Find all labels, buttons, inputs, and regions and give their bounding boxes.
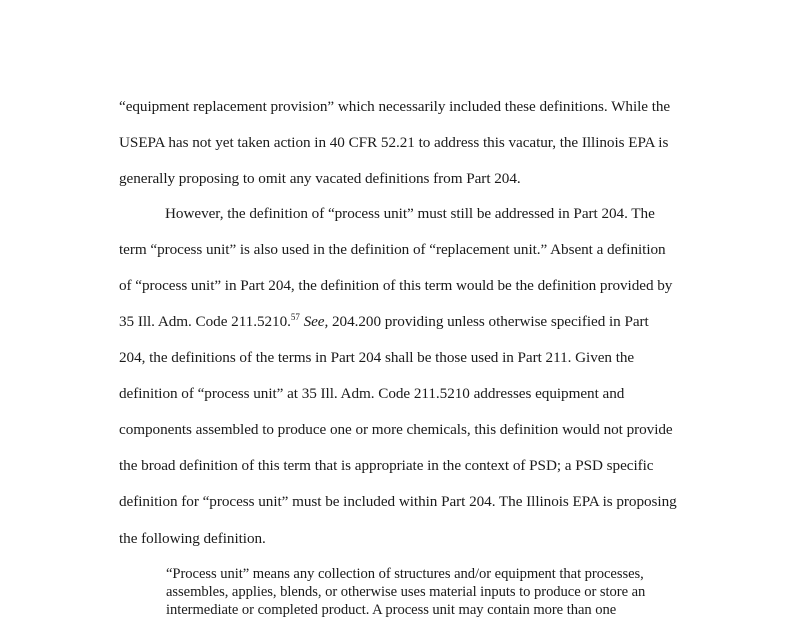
paragraph-2-line-4-rest: 204.200 providing unless otherwise specified in Part: [328, 313, 649, 330]
paragraph-2-line-7: components assembled to produce one or more chemicals, this definition would not provide: [119, 421, 673, 438]
block-quote-line-3: intermediate or completed product. A process unit may contain more than one: [166, 602, 617, 618]
paragraph-2-line-3: of “process unit” in Part 204, the definition of this term would be the definition provided by: [119, 277, 673, 294]
paragraph-1-line-3: generally proposing to omit any vacated definitions from Part 204.: [119, 170, 521, 187]
paragraph-1-line-1: “equipment replacement provision” which necessarily included these definitions. While the: [119, 98, 671, 115]
paragraph-2-line-2: term “process unit” is also used in the definition of “replacement unit.” Absent a definition: [119, 241, 666, 258]
paragraph-2-line-4: [119, 313, 649, 331]
paragraph-2-line-8: the broad definition of this term that is appropriate in the context of PSD; a PSD specific: [119, 457, 654, 474]
paragraph-2-line-6: definition of “process unit” at 35 Ill. Adm. Code 211.5210 addresses equipment and: [119, 385, 625, 402]
paragraph-2-line-4-text: 35 Ill. Adm. Code 211.5210.: [119, 313, 291, 330]
see-signal: See,: [303, 313, 329, 330]
paragraph-2-line-10: the following definition.: [119, 530, 266, 547]
paragraph-2-line-9: definition for “process unit” must be included within Part 204. The Illinois EPA is proposing: [119, 493, 677, 510]
block-quote-line-1: “Process unit” means any collection of structures and/or equipment that processes,: [166, 566, 644, 582]
paragraph-2-line-1: However, the definition of “process unit” must still be addressed in Part 204. The: [165, 205, 655, 222]
paragraph-1-line-2: USEPA has not yet taken action in 40 CFR 52.21 to address this vacatur, the Illinois EPA is: [119, 134, 669, 151]
block-quote-line-2: assembles, applies, blends, or otherwise uses material inputs to produce or store an: [166, 584, 646, 600]
paragraph-2-line-5: 204, the definitions of the terms in Part 204 shall be those used in Part 211. Given the: [119, 349, 635, 366]
footnote-marker: 57: [290, 311, 300, 322]
